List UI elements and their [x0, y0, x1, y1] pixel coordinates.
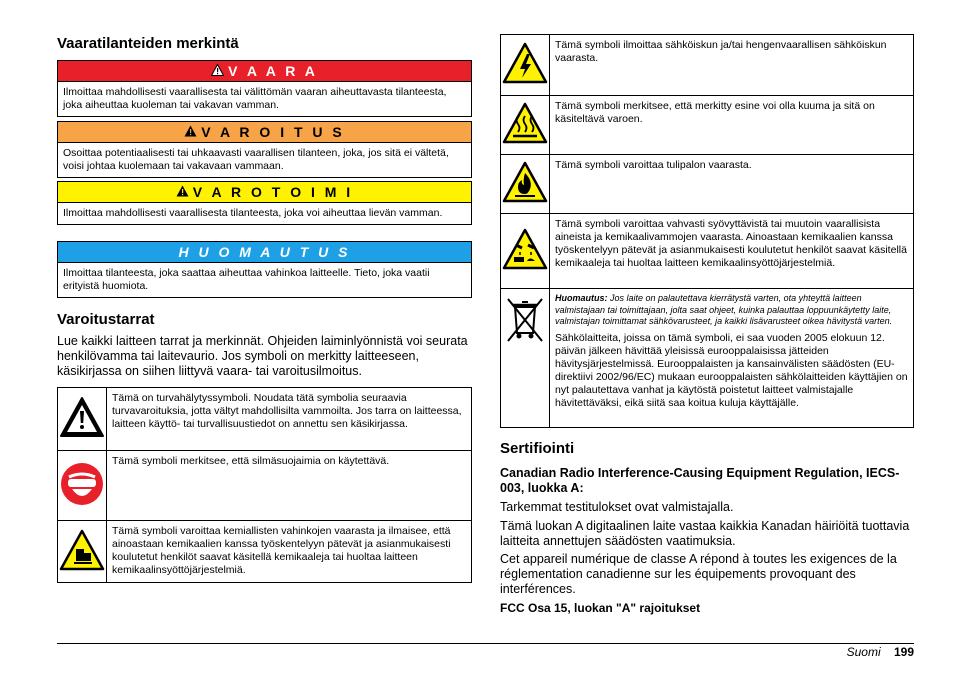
table-row — [501, 289, 914, 428]
cert-p3: Cet appareil numérique de classe A répond à toutes les exigences de la réglementation canadienne sur les équipements provoquant des interférences. — [500, 552, 897, 596]
cert-heading: Sertifiointi — [500, 440, 575, 457]
footer-language: Suomi — [846, 645, 881, 659]
notice-box — [57, 241, 472, 298]
page-number: 199 — [893, 645, 914, 659]
notice-header — [58, 242, 471, 263]
table-row — [501, 96, 914, 155]
warning-triangle-icon — [176, 184, 189, 200]
symbol-text: Tämä symboli merkitsee, että merkitty esine voi olla kuuma ja sitä on käsiteltävä varoen. — [550, 96, 914, 155]
left-symbol-table — [57, 387, 472, 583]
warning-text: Osoittaa potentiaalisesti tai uhkaavasti vaarallisen tilanteen, joka, jos sitä ei vältetä, voisi johtaa kuolemaan tai vakavaan vammaan. — [63, 147, 449, 172]
cert-bold-text: Canadian Radio Interference-Causing Equipment Regulation, IECS-003, luokka A — [500, 466, 900, 495]
fcc-heading: FCC Osa 15, luokan "A" rajoitukset — [500, 601, 701, 615]
symbol-text: Tämä symboli varoittaa vahvasti syövyttävistä tai muutoin vaarallisista aineista ja kemikaalivammojen vaarasta. Ainoastaan kemikaalien kanssa työskentelyyn pätevät ja asianmukaisesti koulutetut henkilöt saavat käsitellä kemikaaleja tai huoltaa laitteen kemikaalinsyöttöjärjestelmiä. — [550, 214, 914, 289]
general-warning-icon — [58, 388, 107, 451]
danger-header — [58, 61, 471, 82]
chemical-hazard-icon — [58, 521, 107, 583]
warning-box — [57, 121, 472, 178]
table-row — [501, 155, 914, 214]
notice-text: Ilmoittaa tilanteesta, joka saattaa aiheuttaa vahinkoa laitteelle. Tieto, joka vaatii erityistä huomiota. — [63, 267, 430, 292]
caution-text: Ilmoittaa mahdollisesti vaarallisesta tilanteesta, joka voi aiheuttaa lievän vamman. — [63, 207, 443, 219]
corrosive-icon — [501, 214, 550, 289]
danger-box — [57, 60, 472, 117]
caution-box — [57, 181, 472, 225]
caution-label: V A R O T O I M I — [192, 184, 354, 200]
table-row — [58, 388, 472, 451]
symbol-text: Tämä symboli merkitsee, että silmäsuojaimia on käytettävä. — [107, 451, 472, 521]
notice-label: H U O M A U T U S — [178, 244, 351, 260]
symbol-text: Tämä on turvahälytyssymboli. Noudata tätä symbolia seuraavia turvavaroituksia, jotta vältyt mahdollisilta vammoilta. Jos tarra on laitteessa, laitteen käyttö- tai turvallisuustiedot on annettu sen käsikirjassa. — [107, 388, 472, 451]
electric-shock-icon — [501, 35, 550, 96]
cert-bold: Canadian Radio Interference-Causing Equipment Regulation, IECS-003, luokka A: — [500, 466, 900, 495]
warning-triangle-icon — [184, 124, 197, 140]
cert-p2: Tämä luokan A digitaalinen laite vastaa kaikkia Kanadan häiriöitä tuottavia laitteita annettujen säädösten vaatimuksia. — [500, 519, 910, 548]
weee-note — [555, 293, 908, 328]
hot-surface-icon — [501, 96, 550, 155]
footer — [847, 645, 914, 659]
symbol-text: Tämä symboli varoittaa tulipalon vaarasta. — [550, 155, 914, 214]
warning-label: V A R O I T U S — [201, 124, 345, 140]
danger-text: Ilmoittaa mahdollisesti vaarallisesta tai välittömän vaaran aiheuttavasta tilanteesta, joka aiheuttaa kuoleman tai vakavan vamman. — [63, 86, 447, 111]
weee-disposal-icon — [501, 289, 550, 428]
caution-header — [58, 182, 471, 203]
danger-label: V A A R A — [228, 63, 318, 79]
right-symbol-table — [500, 34, 914, 428]
symbol-text: Tämä symboli varoittaa kemiallisten vahinkojen vaarasta ja ilmaisee, että ainoastaan kemikaalien kanssa työskentelyyn pätevät ja asianmukaisesti koulutetut henkilöt saavat käsitellä kemikaaleja tai huoltaa laitteen kemikaalinsyöttöjärjestelmiä. — [107, 521, 472, 583]
cert-p1: Tarkemmat testitulokset ovat valmistajalla. — [500, 500, 734, 514]
table-row — [501, 35, 914, 96]
weee-cell — [550, 289, 914, 428]
footer-divider — [57, 643, 914, 644]
eye-protection-icon — [58, 451, 107, 521]
symbol-text: Tämä symboli ilmoittaa sähköiskun ja/tai hengenvaarallisen sähköiskun vaarasta. — [550, 35, 914, 96]
warning-header — [58, 122, 471, 143]
labels-heading: Varoitustarrat — [57, 311, 155, 328]
warning-triangle-icon — [211, 63, 224, 79]
weee-text: Sähkölaitteita, joissa on tämä symboli, ei saa vuoden 2005 elokuun 12. päivän jälkeen hävittää yleisissä eurooppalaisissa jätteiden hävitysjärjestelmissä. Eurooppalaisten ja kansainvälisten säädösten (EU-direktiivi 2002/96/EC) mukaan eurooppalaisten sähkölaitteiden käyttäjien on nyt palautettava vanhat ja käytöstä poistetut laitteet valmistajalle hävitettäväksi, eikä siitä saa koitua kuluja käyttäjälle. — [555, 331, 908, 409]
weee-note-label: Huomautus: — [555, 293, 608, 303]
hazards-heading: Vaaratilanteiden merkintä — [57, 35, 239, 52]
table-row — [58, 451, 472, 521]
weee-note-text: Jos laite on palautettava kierrätystä varten, ota yhteyttä laitteen valmistajaan tai toimittajaan, jolta saat ohjeet, kuinka palauttaa loppuunkäytetty laite, valmistajan toimittamat sähkövarusteet, ja kaikki lisävarusteet oikea hävitystä varten. — [555, 293, 893, 326]
table-row — [501, 214, 914, 289]
labels-intro: Lue kaikki laitteen tarrat ja merkinnät. Ohjeiden laiminlyönnistä voi seurata henkilövamma tai laitevaurio. Jos symboli on merkitty laitteeseen, käsikirjassa on siihen liittyvä vaara- tai varoitusilmoitus. — [57, 334, 468, 378]
fire-hazard-icon — [501, 155, 550, 214]
table-row — [58, 521, 472, 583]
